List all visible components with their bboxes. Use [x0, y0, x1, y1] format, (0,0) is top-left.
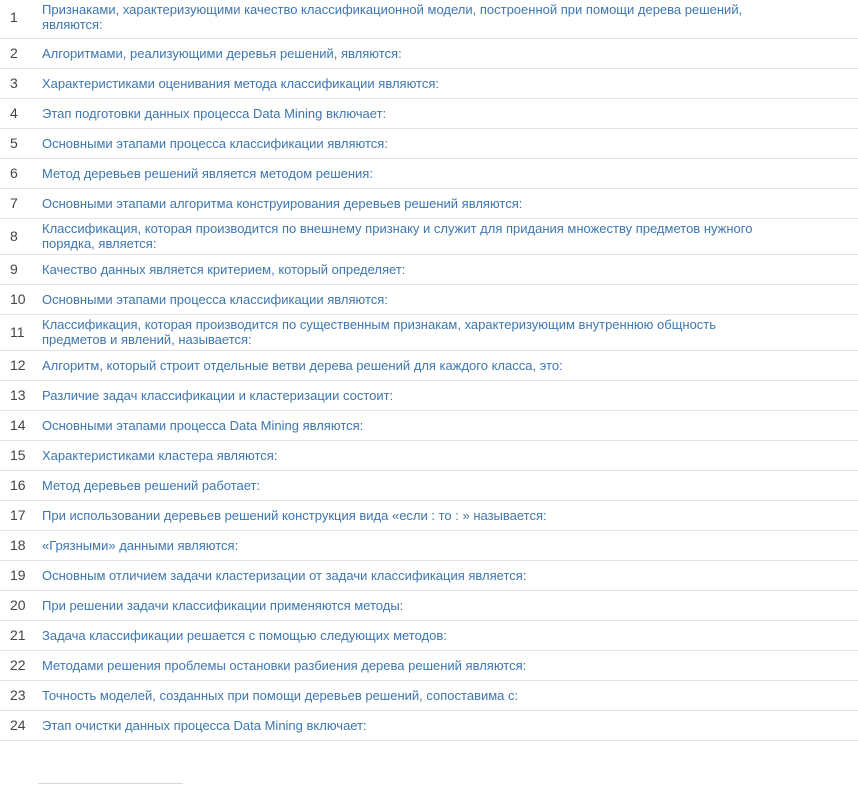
question-link[interactable]: Основным отличием задачи кластеризации от задачи классификация является: [42, 567, 527, 583]
table-row[interactable] [0, 158, 858, 188]
table-row[interactable] [0, 680, 858, 710]
question-number: 11 [0, 314, 42, 350]
table-row[interactable] [0, 650, 858, 680]
table-row[interactable] [0, 620, 858, 650]
question-link[interactable]: Характеристиками оценивания метода классификации являются: [42, 75, 440, 91]
table-row[interactable] [0, 380, 858, 410]
question-link[interactable]: Метод деревьев решений является методом решения: [42, 165, 373, 181]
question-link[interactable]: Основными этапами процесса классификации являются: [42, 135, 388, 151]
question-number: 8 [0, 218, 42, 254]
question-number: 5 [0, 128, 42, 158]
question-link[interactable]: При использовании деревьев решений конструкция вида «если : то : » называется: [42, 507, 547, 523]
question-number: 2 [0, 38, 42, 68]
question-link[interactable]: Метод деревьев решений работает: [42, 477, 261, 493]
table-row[interactable] [0, 68, 858, 98]
question-number: 24 [0, 710, 42, 740]
question-link[interactable]: Классификация, которая производится по существенным признакам, характеризующим внутреннюю общность предметов и явлений, называется: [42, 317, 717, 347]
table-row[interactable] [0, 254, 858, 284]
question-link[interactable]: Основными этапами процесса Data Mining являются: [42, 417, 364, 433]
table-row[interactable] [0, 218, 858, 254]
table-row[interactable] [0, 314, 858, 350]
question-number: 3 [0, 68, 42, 98]
table-row[interactable] [0, 560, 858, 590]
question-number: 14 [0, 410, 42, 440]
bottom-divider [38, 783, 183, 784]
question-number: 10 [0, 284, 42, 314]
question-number: 19 [0, 560, 42, 590]
table-row[interactable] [0, 188, 858, 218]
question-link[interactable]: Характеристиками кластера являются: [42, 447, 278, 463]
table-row[interactable] [0, 0, 858, 38]
table-row[interactable] [0, 38, 858, 68]
table-row[interactable] [0, 128, 858, 158]
table-row[interactable] [0, 590, 858, 620]
table-row[interactable] [0, 350, 858, 380]
table-row[interactable] [0, 284, 858, 314]
question-link[interactable]: Основными этапами алгоритма конструирования деревьев решений являются: [42, 195, 523, 211]
question-link[interactable]: Качество данных является критерием, который определяет: [42, 261, 406, 277]
question-link[interactable]: Различие задач классификации и кластеризации состоит: [42, 387, 394, 403]
question-link[interactable]: Признаками, характеризующими качество классификационной модели, построенной при помощи дерева решений, являются: [42, 2, 743, 32]
question-number: 17 [0, 500, 42, 530]
question-number: 7 [0, 188, 42, 218]
table-row[interactable] [0, 410, 858, 440]
question-link[interactable]: Алгоритмами, реализующими деревья решений, являются: [42, 45, 402, 61]
question-number: 9 [0, 254, 42, 284]
question-number: 16 [0, 470, 42, 500]
question-number: 1 [10, 9, 18, 25]
question-link[interactable]: Точность моделей, созданных при помощи деревьев решений, сопоставима с: [42, 687, 519, 703]
question-link[interactable]: Задача классификации решается с помощью следующих методов: [42, 627, 447, 643]
table-row[interactable] [0, 530, 858, 560]
table-row[interactable] [0, 440, 858, 470]
question-link[interactable]: «Грязными» данными являются: [42, 537, 239, 553]
question-number: 20 [0, 590, 42, 620]
table-row[interactable] [0, 470, 858, 500]
question-link[interactable]: Классификация, которая производится по внешнему признаку и служит для придания множеству предметов нужного порядка, является: [42, 221, 753, 251]
question-link[interactable]: При решении задачи классификации применяются методы: [42, 597, 404, 613]
question-link[interactable]: Методами решения проблемы остановки разбиения дерева решений являются: [42, 657, 527, 673]
table-row[interactable] [0, 710, 858, 740]
question-number: 18 [0, 530, 42, 560]
question-link[interactable]: Основными этапами процесса классификации являются: [42, 291, 388, 307]
question-number: 13 [0, 380, 42, 410]
question-number: 6 [0, 158, 42, 188]
table-row[interactable] [0, 98, 858, 128]
question-number: 21 [0, 620, 42, 650]
question-number: 4 [0, 98, 42, 128]
question-number: 12 [0, 350, 42, 380]
question-link[interactable]: Этап очистки данных процесса Data Mining включает: [42, 717, 367, 733]
question-number: 15 [0, 440, 42, 470]
table-row[interactable] [0, 500, 858, 530]
question-link[interactable]: Этап подготовки данных процесса Data Mining включает: [42, 105, 387, 121]
question-number: 22 [0, 650, 42, 680]
question-number: 23 [0, 680, 42, 710]
question-link[interactable]: Алгоритм, который строит отдельные ветви дерева решений для каждого класса, это: [42, 357, 563, 373]
